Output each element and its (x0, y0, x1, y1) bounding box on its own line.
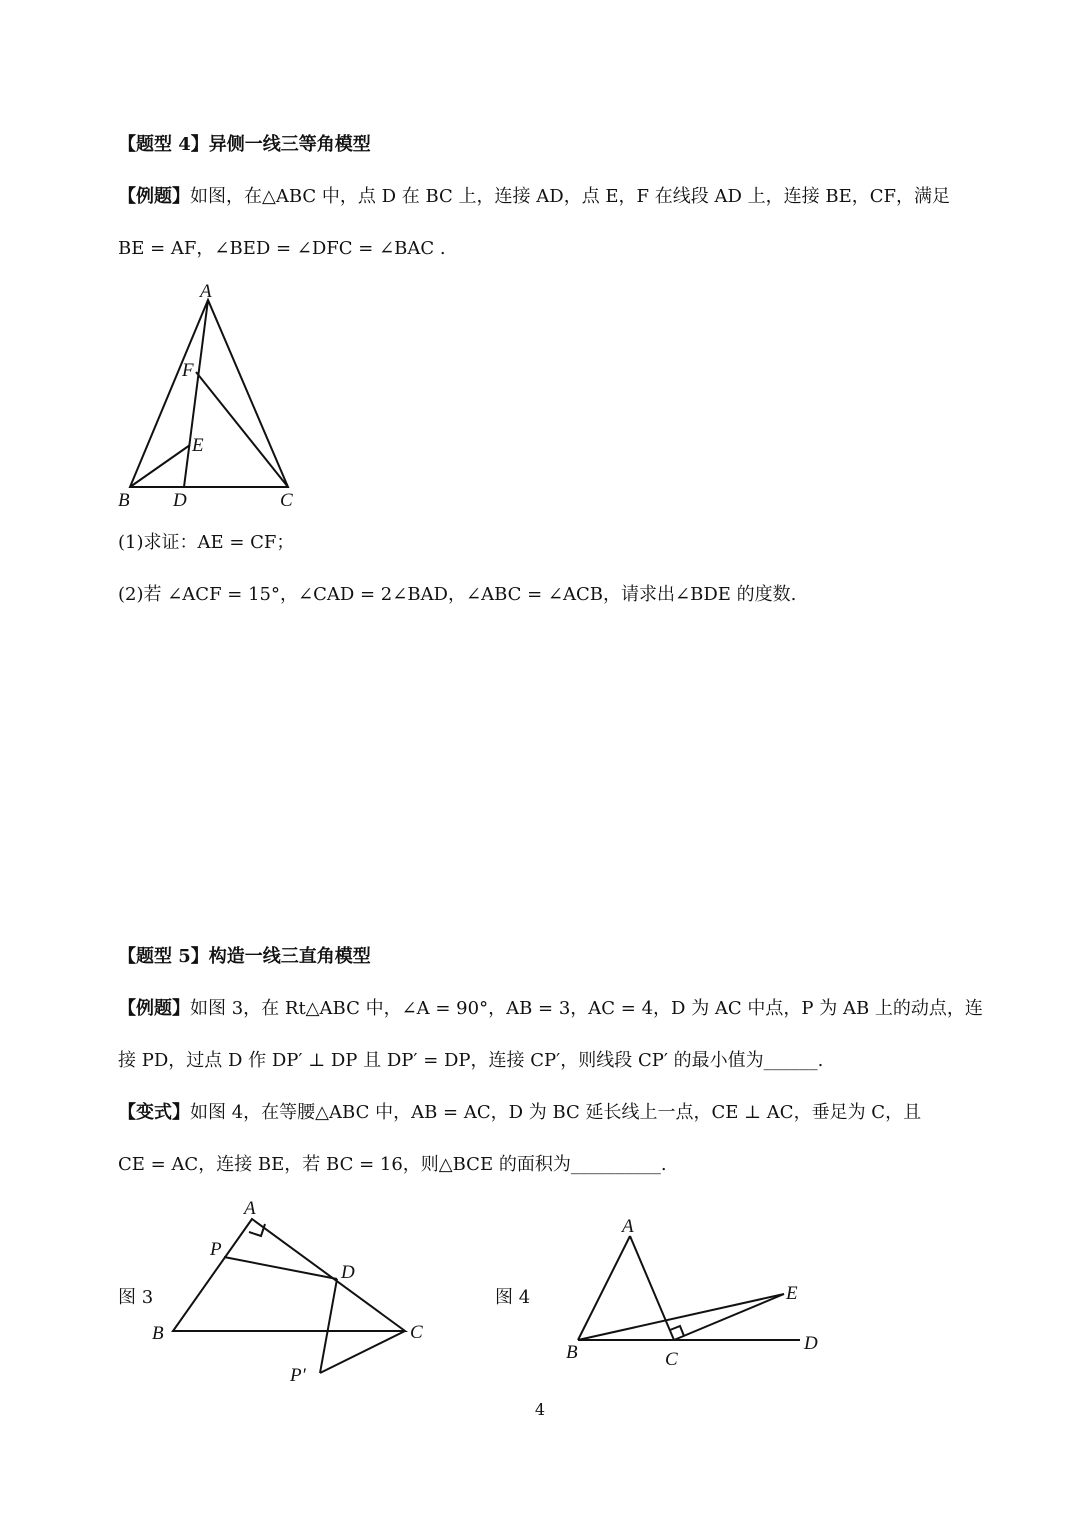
label-p-prime: P′ (290, 1365, 306, 1386)
label-b: B (118, 490, 130, 511)
example-tag: 【例题】 (118, 998, 190, 1019)
section4-example-line2: BE = AF，∠BED = ∠DFC = ∠BAC . (118, 238, 446, 259)
segment-be (578, 1294, 784, 1340)
segment-ce (674, 1294, 784, 1340)
label-d: D (804, 1333, 818, 1354)
label-c: C (665, 1349, 678, 1370)
label-e: E (192, 435, 204, 456)
section5-example-line2: 接 PD，过点 D 作 DP′ ⊥ DP 且 DP′ = DP，连接 CP′，则线段 CP′ 的最小值为______. (118, 1050, 824, 1071)
section4-heading: 【题型 4】异侧一线三等角模型 (118, 134, 371, 155)
segment-cf (196, 372, 288, 487)
label-f: F (182, 360, 194, 381)
label-b: B (566, 1342, 578, 1363)
section4-question1: (1)求证：AE = CF； (118, 532, 295, 553)
section5-variant-line1 (118, 1100, 921, 1126)
figure-3 (140, 1195, 440, 1390)
example-text: 如图，在△ABC 中，点 D 在 BC 上，连接 AD，点 E，F 在线段 AD 上，连接 BE，CF，满足 (190, 186, 950, 207)
label-a: A (200, 281, 212, 302)
label-p: P (210, 1239, 222, 1260)
section5-example-line1 (118, 996, 983, 1022)
triangle-abc-3 (173, 1219, 405, 1331)
figure3-caption: 图 3 (118, 1287, 154, 1308)
page-number: 4 (534, 1400, 546, 1419)
label-d: D (341, 1262, 355, 1283)
label-e: E (786, 1283, 798, 1304)
segment-dp-prime (320, 1279, 337, 1373)
figure-4 (550, 1210, 840, 1375)
section4-question2: (2)若 ∠ACF = 15°，∠CAD = 2∠BAD，∠ABC = ∠ACB，请求出∠BDE 的度数. (118, 584, 797, 605)
figure-triangle-abc-4 (110, 280, 320, 512)
figure4-caption: 图 4 (495, 1287, 531, 1308)
variant-text: 如图 4，在等腰△ABC 中，AB = AC，D 为 BC 延长线上一点，CE ⊥ AC，垂足为 C，且 (190, 1102, 922, 1123)
label-a: A (622, 1216, 634, 1237)
label-a: A (244, 1198, 256, 1219)
label-d: D (173, 490, 187, 511)
label-c: C (410, 1322, 423, 1343)
example-text: 如图 3，在 Rt△ABC 中，∠A = 90°，AB = 3，AC = 4，D 为 AC 中点，P 为 AB 上的动点，连 (190, 998, 983, 1019)
segment-p-prime-c (320, 1331, 405, 1373)
example-tag: 【例题】 (118, 186, 190, 207)
section5-variant-line2: CE = AC，连接 BE，若 BC = 16，则△BCE 的面积为__________. (118, 1154, 667, 1175)
section5-heading: 【题型 5】构造一线三直角模型 (118, 946, 371, 967)
segment-ab (578, 1236, 630, 1340)
variant-tag: 【变式】 (118, 1102, 190, 1123)
section4-example-line1 (118, 184, 950, 210)
label-c: C (280, 490, 293, 511)
label-b: B (152, 1323, 164, 1344)
